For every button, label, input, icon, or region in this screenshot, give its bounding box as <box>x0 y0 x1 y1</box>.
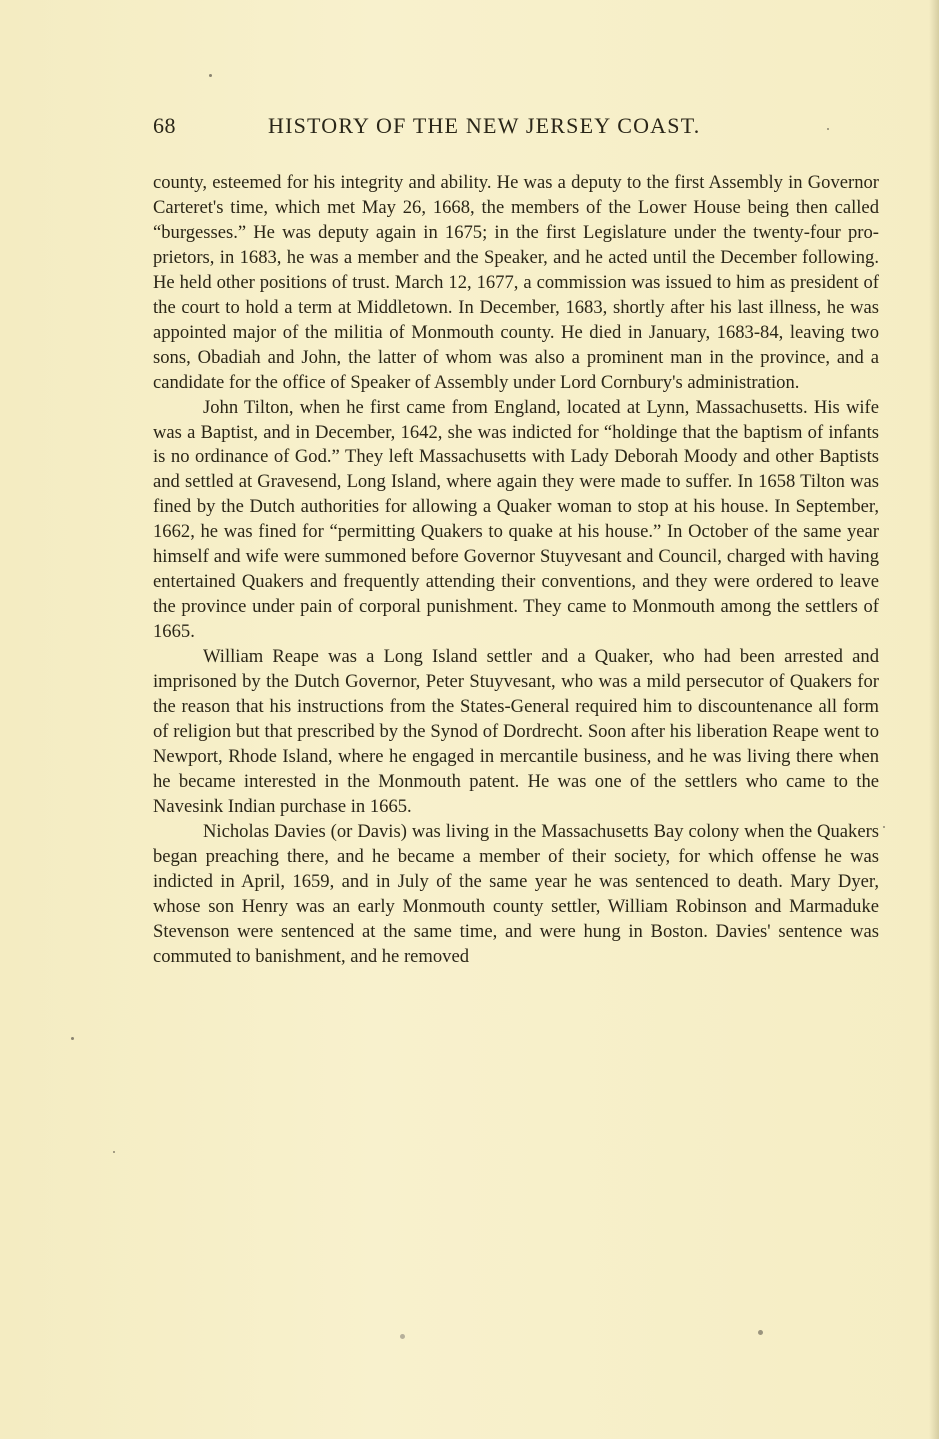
page-edge-shadow <box>929 0 939 1439</box>
ink-speck <box>209 74 212 77</box>
page-header <box>153 113 883 143</box>
paragraph-4: Nicholas Davies (or Davis) was living in the Massachusetts Bay colony when the Quakers began preaching there, and he became a member of their society, for which offense he was indicted in April, 1659, and in July of the same year he was sentenced to death. Mary Dyer, whose son Henry was an early Monmouth county settler, William Robinson and Marmaduke Stevenson were sentenced at the same time, and were hung in Boston. Davies' sentence was commuted to banishment, and he removed <box>153 820 879 967</box>
page-number: 68 <box>153 113 176 138</box>
ink-speck <box>113 1151 115 1153</box>
ink-speck <box>758 1330 763 1335</box>
paragraph-2: John Tilton, when he first came from England, located at Lynn, Massachusetts. His wife was a Baptist, and in December, 1642, she was indicted for “holdinge that the baptism of infants is no ordinance of God.” They left Massachusetts with Lady Deborah Moody and other Baptists and settled at Gravesend, Long Island, where again they were made to suffer. In 1658 Tilton was fined by the Dutch authorities for allowing a Quaker woman to stop at his house. In September, 1662, he was fined for “permitting Quakers to quake at his house.” In October of the same year himself and wife were summoned before Governor Stuyvesant and Council, charged with having entertained Quakers and frequently attending their conventions, and they were ordered to leave the province under pain of corporal punishment. They came to Monmouth among the settlers of 1665. <box>153 396 879 643</box>
ink-speck <box>883 826 885 828</box>
running-title: HISTORY OF THE NEW JERSEY COAST. <box>268 113 701 138</box>
body-text <box>153 171 879 970</box>
paragraph-1: county, esteemed for his integrity and ability. He was a deputy to the first Assembly in Governor Carteret's time, which met May 26, 1668, the members of the Lower House being then called “burgesses.” He was deputy again in 1675; in the first Legislature under the twenty-four proprietors, in 1683, he was a member and the Speaker, and he acted until the December following. He held other positions of trust. March 12, 1677, a commission was issued to him as president of the court to hold a term at Middletown. In December, 1683, shortly after his last illness, he was appointed major of the militia of Monmouth county. He died in January, 1683-84, leaving two sons, Obadiah and John, the latter of whom was also a prominent man in the province, and a candidate for the office of Speaker of Assembly under Lord Cornbury's administration. <box>153 172 879 393</box>
ink-speck <box>827 128 829 130</box>
paragraph-3: William Reape was a Long Island settler and a Quaker, who had been arrested and imprisoned by the Dutch Governor, Peter Stuyvesant, who was a mild persecutor of Quakers for the reason that his instructions from the States-General required him to discountenance all form of religion but that prescribed by the Synod of Dordrecht. Soon after his liberation Reape went to Newport, Rhode Island, where he engaged in mercantile business, and he was living there when he became interested in the Monmouth patent. He was one of the settlers who came to the Navesink Indian purchase in 1665. <box>153 646 879 817</box>
ink-speck <box>71 1037 74 1040</box>
ink-speck <box>400 1334 405 1339</box>
